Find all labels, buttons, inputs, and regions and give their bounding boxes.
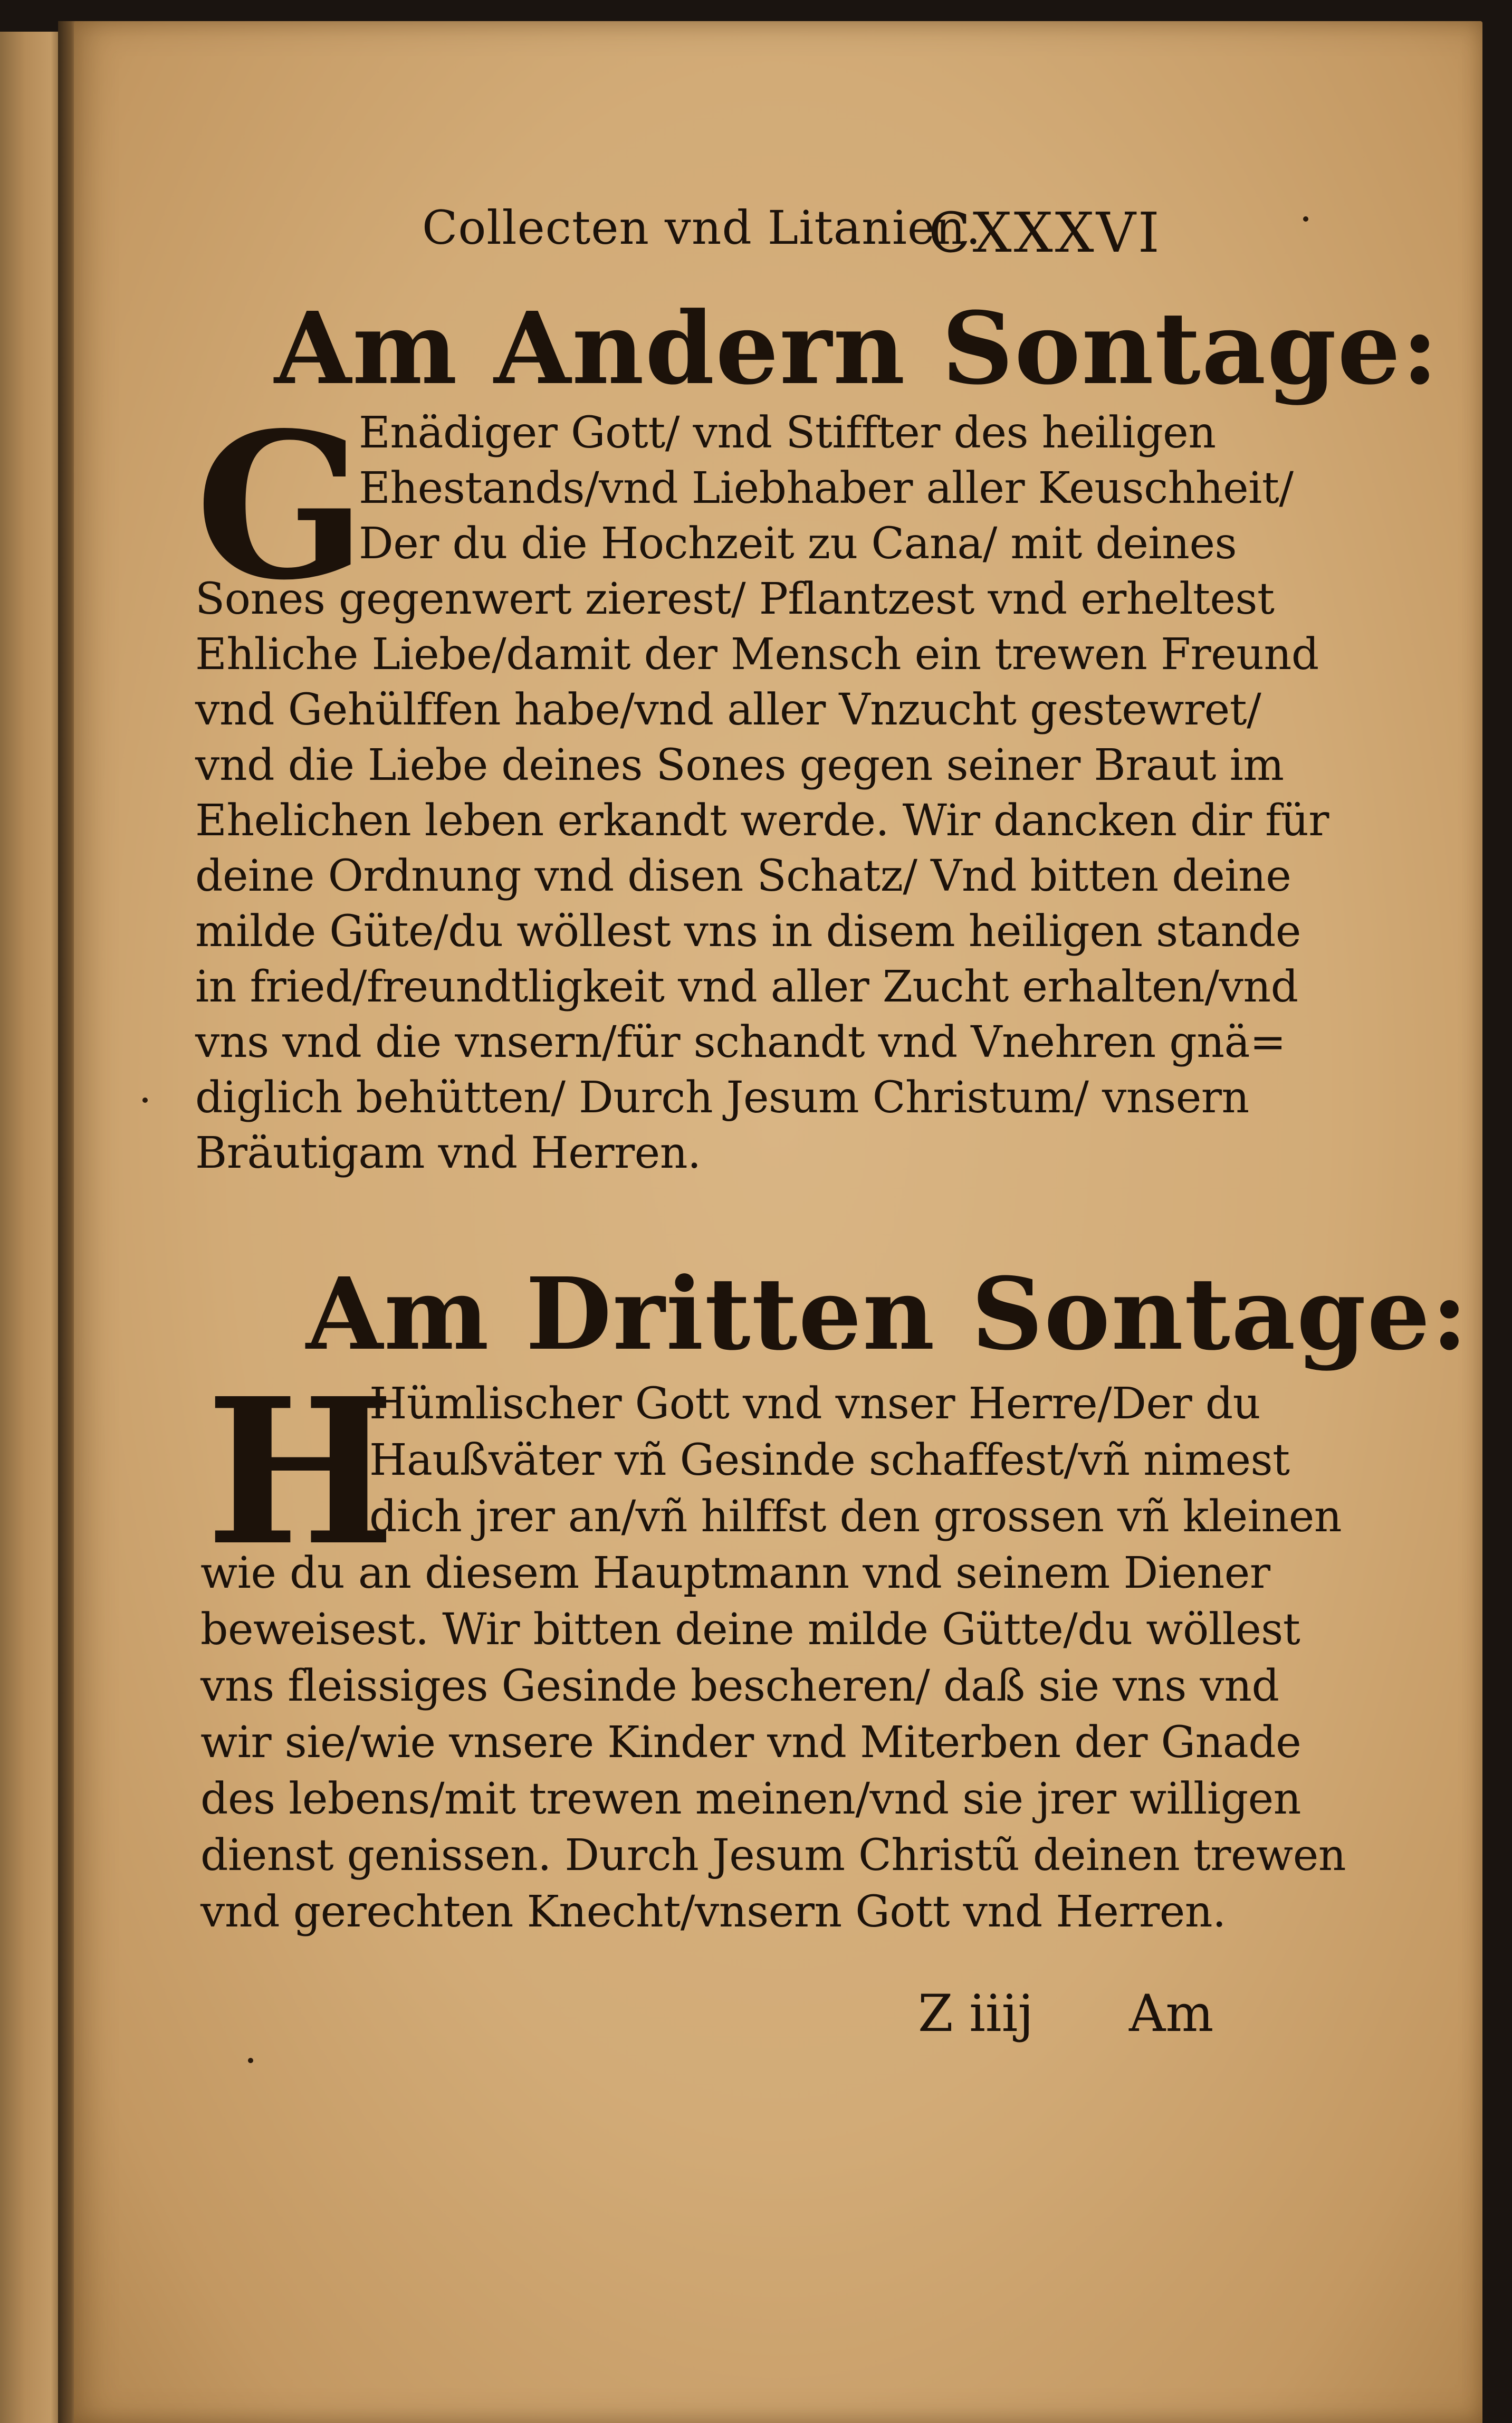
ink-speck (142, 1098, 148, 1103)
folio-number: CXXXVI (929, 201, 1162, 265)
text-line: Sones gegenwert zierest/ Pflantzest vnd erheltest (195, 574, 1275, 624)
text-line: dienst genissen. Durch Jesum Christũ deinen trewen (200, 1830, 1346, 1881)
text-line: vns fleissiges Gesinde bescheren/ daß sie vns vnd (200, 1661, 1279, 1711)
signature-mark: Z iiij (918, 1984, 1034, 2043)
text-line: Haußväter vñ Gesinde schaffest/vñ nimest (369, 1435, 1290, 1485)
text-line: wir sie/wie vnsere Kinder vnd Miterben der Gnade (200, 1718, 1302, 1768)
running-title: Collecten vnd Litanien. (422, 201, 981, 255)
facing-page-edge (0, 32, 63, 2423)
text-line: des lebens/mit trewen meinen/vnd sie jrer willigen (200, 1774, 1301, 1824)
text-line: Ehelichen leben erkandt werde. Wir dancken dir für (195, 796, 1329, 846)
section-heading-andern: Am Andern Sontage: (274, 290, 1440, 407)
catchword: Am (1129, 1984, 1214, 2043)
book-page (74, 21, 1482, 2423)
text-line: Ehliche Liebe/damit der Mensch ein trewen Freund (195, 629, 1319, 680)
text-line: Hümlischer Gott vnd vnser Herre/Der du (369, 1379, 1261, 1429)
text-line: diglich behütten/ Durch Jesum Christum/ vnsern (195, 1073, 1249, 1123)
ink-speck (248, 2058, 253, 2063)
text-line: vnd Gehülffen habe/vnd aller Vnzucht gestewret/ (195, 685, 1261, 735)
drop-initial-g: G (195, 388, 367, 624)
text-line: Enädiger Gott/ vnd Stiffter des heiligen (359, 408, 1216, 458)
text-line: Der du die Hochzeit zu Cana/ mit deines (359, 519, 1237, 569)
text-line: milde Güte/du wöllest vns in disem heiligen stande (195, 907, 1301, 957)
text-line: Bräutigam vnd Herren. (195, 1128, 701, 1178)
section-heading-dritten: Am Dritten Sontage: (306, 1256, 1469, 1372)
text-line: vnd die Liebe deines Sones gegen seiner Braut im (195, 740, 1284, 790)
text-line: vns vnd die vnsern/für schandt vnd Vnehren gnä= (195, 1017, 1286, 1067)
text-line: Ehestands/vnd Liebhaber aller Keuschheit/ (359, 463, 1294, 513)
text-line: beweisest. Wir bitten deine milde Gütte/du wöllest (200, 1605, 1300, 1655)
text-line: deine Ordnung vnd disen Schatz/ Vnd bitten deine (195, 851, 1291, 901)
ink-speck (1303, 216, 1308, 222)
text-line: dich jrer an/vñ hilffst den grossen vñ kleinen (369, 1492, 1342, 1542)
text-line: vnd gerechten Knecht/vnsern Gott vnd Herren. (200, 1887, 1226, 1937)
text-line: in fried/freundtligkeit vnd aller Zucht erhalten/vnd (195, 962, 1298, 1012)
text-line: wie du an diesem Hauptmann vnd seinem Diener (200, 1548, 1270, 1598)
drop-initial-h: H (206, 1354, 396, 1590)
